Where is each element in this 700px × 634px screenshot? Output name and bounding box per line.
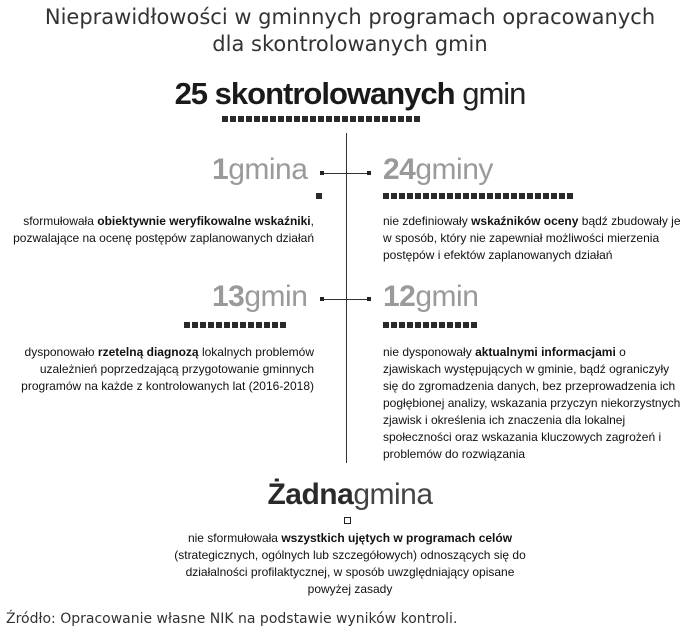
- chart-title-line-1: Nieprawidłowości w gminnych programach opracowanych: [44, 5, 656, 29]
- count-unit: gmin: [415, 280, 479, 313]
- square-mark: [342, 116, 348, 122]
- branch-dot-right-2: [367, 297, 371, 301]
- desc-1-gmina: [0, 213, 314, 247]
- square-mark: [278, 116, 284, 122]
- square-mark: [414, 116, 420, 122]
- desc-post: (strategicznych, ogólnych lub szczegółowych) odnoszących się do działalności profilaktycznej, w sposób uwzględniający opisane powyżej zasady: [174, 548, 526, 596]
- square-mark: [208, 322, 214, 328]
- count-12-gmin: [383, 280, 478, 314]
- square-mark: [316, 193, 322, 199]
- square-mark: [398, 116, 404, 122]
- square-mark: [334, 116, 340, 122]
- square-mark: [495, 193, 501, 199]
- desc-pre: sformułowała: [23, 214, 98, 228]
- square-mark: [240, 322, 246, 328]
- desc-12-gmin: [383, 344, 683, 463]
- square-mark: [350, 116, 356, 122]
- square-mark: [471, 193, 477, 199]
- squares-12: [383, 322, 477, 328]
- square-mark: [270, 116, 276, 122]
- square-mark: [399, 193, 405, 199]
- square-mark: [286, 116, 292, 122]
- square-mark: [399, 322, 405, 328]
- square-mark: [519, 193, 525, 199]
- square-mark: [423, 193, 429, 199]
- square-mark: [439, 193, 445, 199]
- square-mark: [366, 116, 372, 122]
- square-mark: [390, 116, 396, 122]
- square-mark: [391, 193, 397, 199]
- square-mark: [439, 322, 445, 328]
- square-mark: [431, 193, 437, 199]
- square-mark: [302, 116, 308, 122]
- count-13-gmin: [212, 280, 307, 314]
- count-number: 13: [212, 280, 245, 313]
- square-mark: [479, 193, 485, 199]
- desc-pre: dysponowało: [24, 345, 98, 359]
- count-24-gminy: [383, 153, 493, 187]
- headline-light: gmin: [462, 76, 526, 111]
- square-mark: [272, 322, 278, 328]
- squares-24: [383, 193, 573, 199]
- square-mark: [447, 322, 453, 328]
- square-mark: [254, 116, 260, 122]
- headline-bold: 25 skontrolowanych: [174, 76, 455, 111]
- square-mark: [487, 193, 493, 199]
- square-mark: [423, 322, 429, 328]
- count-unit: gmin: [244, 280, 308, 313]
- square-mark: [455, 322, 461, 328]
- desc-post: , pozwalające na ocenę postępów zaplanowanych działań: [13, 214, 314, 245]
- headline: [0, 76, 700, 112]
- square-mark: [471, 322, 477, 328]
- square-mark: [232, 322, 238, 328]
- square-mark: [511, 193, 517, 199]
- square-mark: [415, 322, 421, 328]
- square-mark: [264, 322, 270, 328]
- branch-dot-right-1: [367, 171, 371, 175]
- square-mark: [374, 116, 380, 122]
- square-mark: [551, 193, 557, 199]
- tree-branch-1: [322, 173, 370, 174]
- square-mark: [527, 193, 533, 199]
- square-mark: [415, 193, 421, 199]
- square-mark: [383, 193, 389, 199]
- desc-bold: rzetelną diagnozą: [97, 345, 199, 359]
- count-unit: gminy: [415, 153, 493, 186]
- desc-bold: wszystkich ujętych w programach celów: [281, 531, 513, 545]
- count-1-gmina: [212, 153, 307, 187]
- square-mark: [184, 322, 190, 328]
- square-mark: [294, 116, 300, 122]
- desc-pre: nie dysponowały: [383, 345, 476, 359]
- square-mark: [262, 116, 268, 122]
- count-unit: gmina: [228, 153, 308, 186]
- square-mark: [192, 322, 198, 328]
- square-mark: [230, 116, 236, 122]
- tree-vertical-line: [346, 133, 347, 463]
- desc-post: o zjawiskach występujących w gminie, bądź ograniczyły się do zgromadzenia danych, bez przeprowadzenia ich pogłębionej analizy, wskazania przyczyn niekorzystnych zjawisk i określenia ich znaczenia dla lokalnej społeczności oraz wskazania kluczowych zagrożeń i problemów do rozwiązania: [383, 345, 681, 461]
- square-mark: [559, 193, 565, 199]
- squares-1: [316, 193, 322, 199]
- desc-pre: nie zdefiniowały: [383, 214, 472, 228]
- square-mark: [503, 193, 509, 199]
- square-mark: [224, 322, 230, 328]
- count-number: 12: [383, 280, 416, 313]
- desc-bold: wskaźników oceny: [471, 214, 579, 228]
- square-mark: [358, 116, 364, 122]
- count-zadna-gmina: [0, 478, 700, 512]
- square-mark: [256, 322, 262, 328]
- count-number: Żadna: [267, 478, 354, 511]
- chart-title-line-2: dla skontrolowanych gmin: [212, 32, 488, 56]
- square-mark: [567, 193, 573, 199]
- square-mark: [200, 322, 206, 328]
- desc-zadna-gmina: [170, 530, 530, 598]
- square-mark: [383, 322, 389, 328]
- square-mark: [222, 116, 228, 122]
- square-mark: [407, 322, 413, 328]
- square-mark: [407, 193, 413, 199]
- square-mark: [543, 193, 549, 199]
- desc-post: lokalnych problemów uzależnień poprzedzającą przygotowanie gminnych programów na każde z kontrolowanych lat (2016-2018): [21, 345, 314, 393]
- square-mark: [246, 116, 252, 122]
- desc-24-gminy: [383, 213, 683, 264]
- square-mark: [463, 193, 469, 199]
- square-mark: [326, 116, 332, 122]
- square-mark: [455, 193, 461, 199]
- desc-bold: aktualnymi informacjami: [475, 345, 616, 359]
- count-unit: gmina: [353, 478, 433, 511]
- branch-dot-left-1: [320, 171, 324, 175]
- square-mark: [463, 322, 469, 328]
- square-mark: [391, 322, 397, 328]
- square-mark: [216, 322, 222, 328]
- square-mark: [280, 322, 286, 328]
- squares-13: [184, 322, 286, 328]
- square-mark: [535, 193, 541, 199]
- source-note: Źródło: Opracowanie własne NIK na podstawie wyników kontroli.: [6, 611, 458, 627]
- desc-pre: nie sformułowała: [187, 531, 282, 545]
- hollow-square: [344, 517, 351, 524]
- desc-bold: obiektywnie weryfikowalne wskaźniki: [97, 214, 311, 228]
- square-mark: [310, 116, 316, 122]
- square-mark: [238, 116, 244, 122]
- square-mark: [248, 322, 254, 328]
- square-mark: [447, 193, 453, 199]
- count-number: 24: [383, 153, 416, 186]
- square-mark: [318, 116, 324, 122]
- headline-squares: [222, 116, 420, 122]
- branch-dot-left-2: [320, 297, 324, 301]
- square-mark: [431, 322, 437, 328]
- square-mark: [382, 116, 388, 122]
- desc-post: bądź zbudowały je w sposób, który nie zapewniał możliwości mierzenia postępów i efektów zaplanowanych działań: [383, 214, 681, 262]
- desc-13-gmin: [0, 344, 314, 395]
- square-mark: [406, 116, 412, 122]
- count-number: 1: [212, 153, 229, 186]
- tree-branch-2: [322, 299, 370, 300]
